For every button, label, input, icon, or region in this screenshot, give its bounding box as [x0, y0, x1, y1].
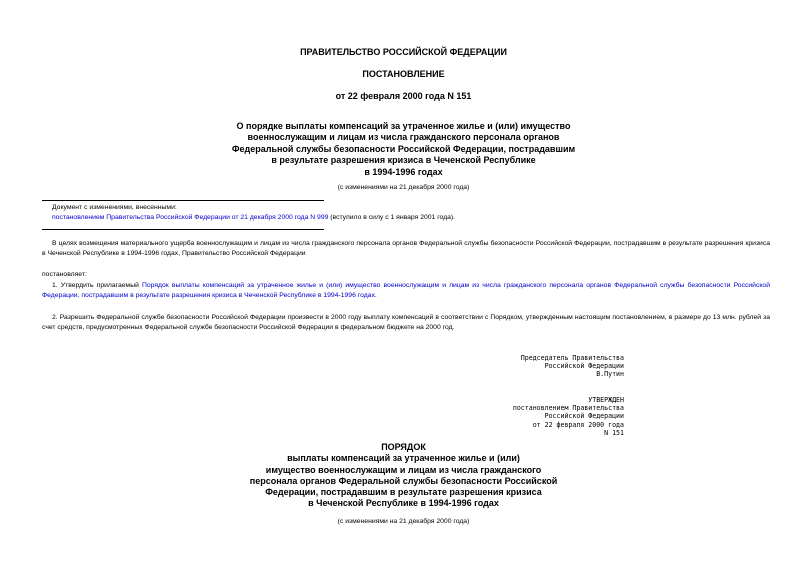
- signature-line: Российской Федерации: [544, 362, 624, 371]
- signature-line: Председатель Правительства: [520, 354, 624, 362]
- amendments-block: [52, 203, 772, 222]
- amendments-heading: Документ с изменениями, внесенными:: [52, 204, 177, 211]
- title-line: О порядке выплаты компенсаций за утраченное жилье и (или) имущество: [236, 121, 571, 131]
- approval-line: постановлением Правительства: [512, 404, 624, 413]
- item-1-paragraph: [42, 281, 770, 302]
- preamble-paragraph: В целях возмещения материального ущерба военнослужащим и лицам из числа гражданского персонала органов Федеральной службы безопасности Российской Федерации, пострадавшим в результате разрешения кризиса в Чеченской Республике в 1994-1996 годах, Правительство Российской Федерации: [42, 240, 770, 258]
- document-type-heading: ПОСТАНОВЛЕНИЕ: [362, 69, 445, 79]
- amendments-top-divider: [42, 200, 324, 201]
- order-document-link[interactable]: Порядок выплаты компенсаций за утраченное жилье и (или) имущество военнослужащим и лицам из числа гражданского персонала органов Федеральной службы безопасности Российской Федерации, пострадавшим в результате разрешения кризиса в Чеченской Республике в 1994-1996 годах: [42, 282, 771, 300]
- item-2-paragraph: 2. Разрешить Федеральной службе безопасности Российской Федерации произвести в 2000 году выплату компенсаций в соответствии с Порядком, утвержденным настоящим постановлением, в размере до 13 млн. рублей за счет средств, предусмотренных Федеральной службе безопасности Российской Федерации в федеральном бюджете на 2000 год.: [42, 314, 770, 332]
- decree-word: постановляет:: [42, 271, 87, 278]
- item-1-suffix: .: [374, 292, 377, 300]
- item-1-prefix: 1. Утвердить прилагаемый: [52, 282, 139, 289]
- order-title: [0, 442, 807, 510]
- approval-block: [513, 396, 624, 437]
- approval-line: от 22 февраля 2000 года: [532, 420, 624, 429]
- amendments-line: [52, 213, 772, 223]
- signature-line: В.Путин: [596, 370, 624, 379]
- order-title-line: выплаты компенсаций за утраченное жилье и (или): [287, 453, 520, 464]
- signature-block: [521, 354, 624, 379]
- title-line: в 1994-1996 годах: [364, 166, 443, 177]
- title-changes-note: (с изменениями на 21 декабря 2000 года): [337, 184, 470, 191]
- title-line: военнослужащим и лицам из числа гражданского персонала органов: [247, 132, 560, 143]
- order-title-line: персонала органов Федеральной службы безопасности Российской: [249, 475, 558, 486]
- order-title-line: Федерации, пострадавшим в результате разрешения кризиса: [265, 487, 542, 498]
- document-title: [0, 121, 807, 178]
- approval-line: N 151: [604, 428, 624, 437]
- amendments-bottom-divider: [42, 229, 324, 230]
- order-title-line: в Чеченской Республике в 1994-1996 годах: [308, 498, 499, 509]
- document-date-number: от 22 февраля 2000 года N 151: [335, 91, 472, 101]
- order-changes-note: (с изменениями на 21 декабря 2000 года): [337, 518, 470, 525]
- order-heading: ПОРЯДОК: [381, 442, 426, 452]
- order-title-line: имущество военнослужащим и лицам из числа гражданского: [265, 464, 542, 475]
- government-heading: ПРАВИТЕЛЬСТВО РОССИЙСКОЙ ФЕДЕРАЦИИ: [300, 47, 507, 57]
- title-line: в результате разрешения кризиса в Чеченской Республике: [271, 155, 536, 166]
- approval-line: УТВЕРЖДЕН: [588, 396, 624, 404]
- amendment-effective-note: (вступило в силу с 1 января 2001 года).: [328, 213, 456, 221]
- title-line: Федеральной службы безопасности Российской Федерации, пострадавшим: [231, 143, 576, 154]
- amendment-decree-link[interactable]: постановлением Правительства Российской Федерации от 21 декабря 2000 года N 999: [52, 213, 329, 221]
- approval-line: Российской Федерации: [544, 412, 624, 421]
